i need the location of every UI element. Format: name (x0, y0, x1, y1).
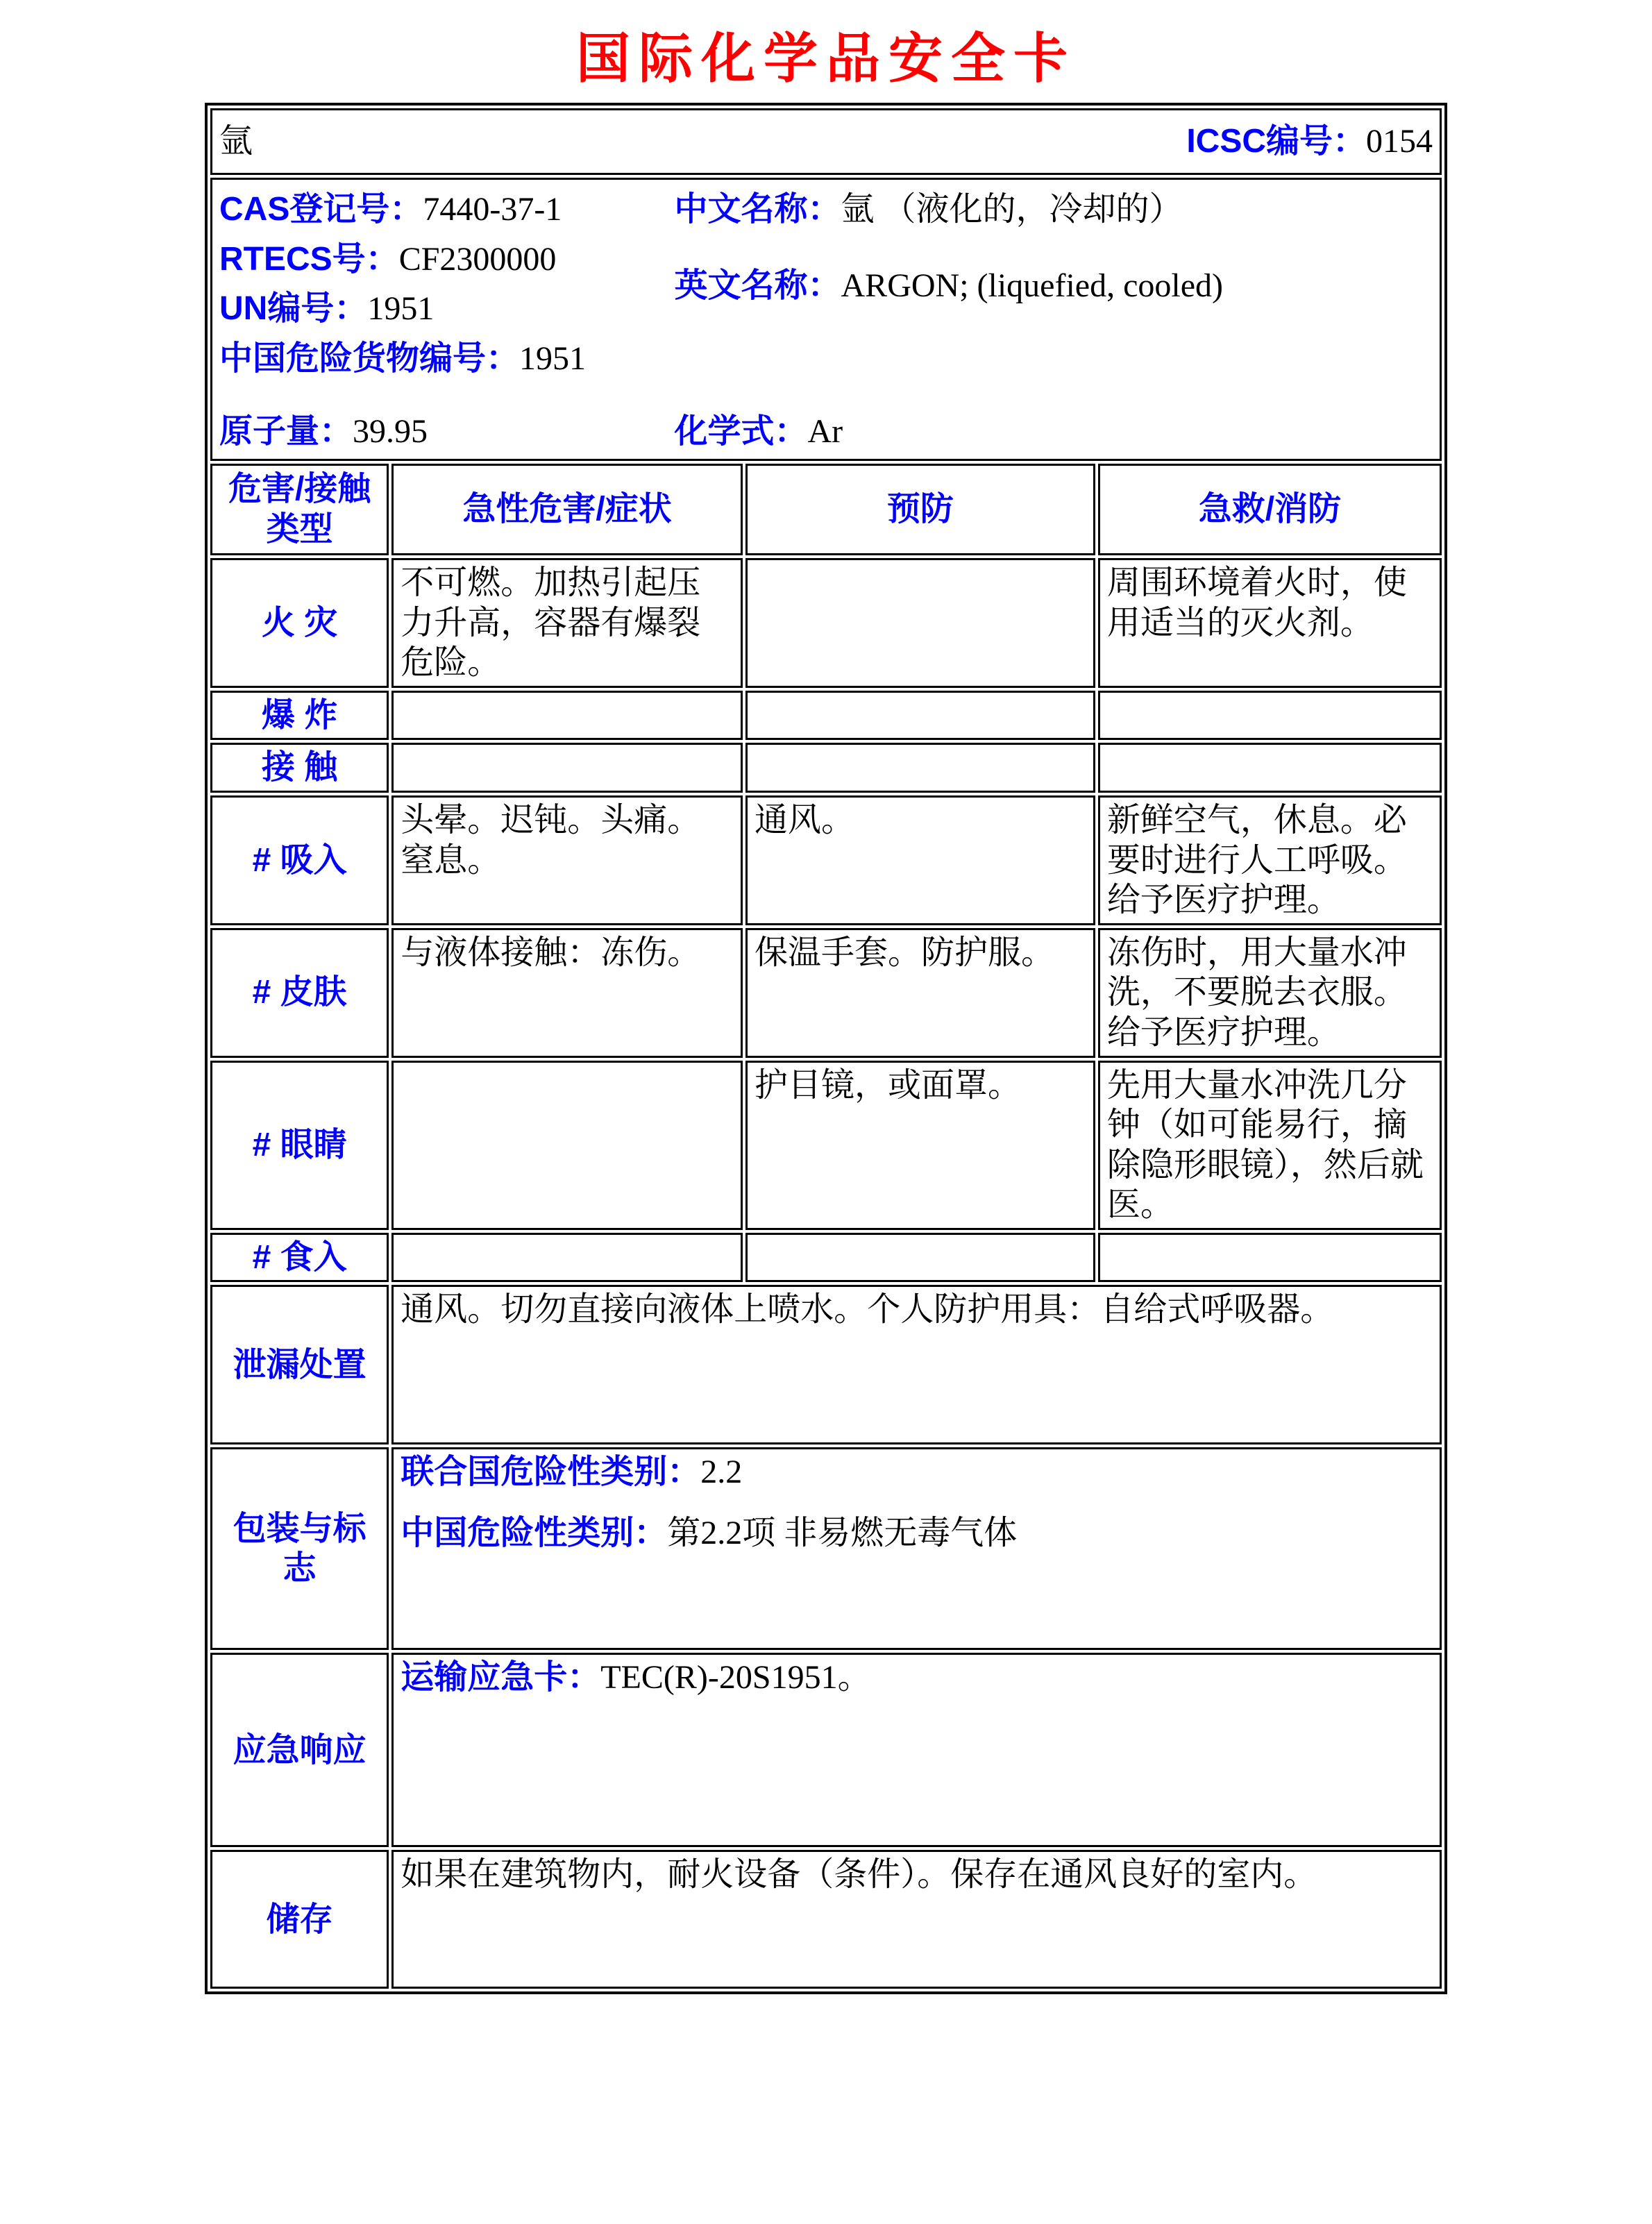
table-row-emergency-response (210, 1653, 1442, 1847)
identifier-list (219, 189, 675, 388)
cell-contact-first-aid (1098, 743, 1442, 793)
cell-explosion-symptoms (391, 691, 743, 741)
section-content-spill-disposal (391, 1285, 1442, 1444)
cell-explosion-prevention (745, 691, 1095, 741)
table-row-ingestion (210, 1233, 1442, 1283)
table-row-contact (210, 743, 1442, 793)
formula-label: 化学式： (674, 413, 808, 450)
name-list (675, 189, 1433, 388)
transport-emergency-card-text: TEC(R)-20S1951。 (600, 1659, 871, 1696)
cell-skin-prevention: 保温手套。防护服。 (745, 928, 1095, 1058)
cell-contact-prevention (745, 743, 1095, 793)
table-row-packaging-labeling (210, 1447, 1442, 1650)
formula-value: Ar (807, 413, 843, 450)
cas-number-value: 7440-37-1 (423, 191, 562, 228)
section-label-packaging-labeling: 包装与标志 (210, 1447, 389, 1650)
col-header-hazard-type-line1: 危害/接触 (228, 471, 371, 508)
icsc-number-value: 0154 (1366, 123, 1433, 160)
cell-inhalation-first-aid: 新鲜空气，休息。必要时进行人工呼吸。给予医疗护理。 (1098, 795, 1442, 925)
col-header-hazard-type-line2: 类型 (266, 510, 333, 548)
cell-eyes-symptoms (391, 1061, 743, 1230)
english-name-value: ARGON; (liquefied, cooled) (841, 267, 1224, 304)
cas-number-line (219, 189, 675, 230)
table-row-storage (210, 1850, 1442, 1989)
formula-line (675, 412, 843, 452)
icsc-number (1186, 121, 1433, 162)
table-row-explosion (210, 691, 1442, 741)
china-dg-number-label: 中国危险货物编号： (219, 339, 520, 377)
table-row-inhalation (210, 795, 1442, 925)
chinese-name-label: 中文名称： (674, 191, 841, 228)
atomic-weight-label: 原子量： (219, 413, 353, 450)
cell-eyes-prevention: 护目镜，或面罩。 (745, 1061, 1095, 1230)
cell-ingestion-prevention (745, 1233, 1095, 1283)
cell-skin-first-aid: 冻伤时，用大量水冲洗，不要脱去衣服。给予医疗护理。 (1098, 928, 1442, 1058)
un-hazard-class-text: 2.2 (700, 1454, 743, 1491)
row-label-fire: 火 灾 (210, 558, 389, 688)
china-hazard-class-label: 中国危险性类别： (401, 1515, 668, 1552)
page-title: 国际化学品安全卡 (575, 28, 1076, 89)
china-hazard-class-line (401, 1513, 1433, 1553)
section-content-packaging-labeling (391, 1447, 1442, 1650)
un-number-line (219, 289, 675, 329)
english-name-line (675, 266, 1433, 306)
cell-inhalation-prevention: 通风。 (745, 795, 1095, 925)
row-label-ingestion: # 食入 (210, 1233, 389, 1283)
english-name-label: 英文名称： (674, 267, 841, 304)
transport-emergency-card-line (401, 1658, 1433, 1698)
card-header-cell (210, 108, 1442, 175)
row-label-contact: 接 触 (210, 743, 389, 793)
cell-ingestion-first-aid (1098, 1233, 1442, 1283)
cell-inhalation-symptoms: 头晕。迟钝。头痛。窒息。 (391, 795, 743, 925)
section-label-storage: 储存 (210, 1850, 389, 1989)
storage-line (401, 1855, 1433, 1895)
chinese-name-value: 氩 （液化的，冷却的） (841, 191, 1183, 228)
section-content-emergency-response (391, 1653, 1442, 1847)
cell-ingestion-symptoms (391, 1233, 743, 1283)
rtecs-number-line (219, 239, 675, 280)
cell-skin-symptoms: 与液体接触：冻伤。 (391, 928, 743, 1058)
un-hazard-class-label: 联合国危险性类别： (401, 1454, 701, 1491)
col-header-prevention: 预防 (745, 464, 1095, 555)
cell-contact-symptoms (391, 743, 743, 793)
cell-fire-prevention (745, 558, 1095, 688)
china-dg-number-value: 1951 (519, 339, 587, 377)
section-content-storage (391, 1850, 1442, 1989)
section-label-emergency-response: 应急响应 (210, 1653, 389, 1847)
row-label-skin: # 皮肤 (210, 928, 389, 1058)
un-hazard-class-line (401, 1452, 1433, 1492)
cell-fire-first-aid: 周围环境着火时，使用适当的灭火剂。 (1098, 558, 1442, 688)
identifier-block-row (210, 178, 1442, 461)
row-label-inhalation: # 吸入 (210, 795, 389, 925)
icsc-card-table (205, 103, 1447, 1994)
table-row-spill-disposal (210, 1285, 1442, 1444)
china-hazard-class-text: 第2.2项 非易燃无毒气体 (667, 1515, 1018, 1552)
card-header-row (210, 108, 1442, 175)
rtecs-number-label: RTECS号： (219, 240, 399, 278)
row-label-explosion: 爆 炸 (210, 691, 389, 741)
china-dg-number-line (219, 339, 675, 379)
row-label-eyes: # 眼睛 (210, 1061, 389, 1230)
cell-fire-symptoms: 不可燃。加热引起压力升高，容器有爆裂危险。 (391, 558, 743, 688)
un-number-value: 1951 (367, 290, 435, 328)
table-row-eyes (210, 1061, 1442, 1230)
table-row-skin (210, 928, 1442, 1058)
cas-number-label: CAS登记号： (219, 191, 423, 228)
atomic-weight-value: 39.95 (353, 413, 428, 450)
col-header-symptoms: 急性危害/症状 (391, 464, 743, 555)
chemical-name-cn: 氩 (219, 123, 253, 160)
col-header-hazard-type (210, 464, 389, 555)
cell-explosion-first-aid (1098, 691, 1442, 741)
rtecs-number-value: CF2300000 (398, 240, 557, 278)
spill-disposal-line (401, 1290, 1433, 1330)
section-label-spill-disposal: 泄漏处置 (210, 1285, 389, 1444)
hazard-header-row (210, 464, 1442, 555)
chinese-name-line (675, 189, 1433, 230)
col-header-first-aid: 急救/消防 (1098, 464, 1442, 555)
transport-emergency-card-label: 运输应急卡： (401, 1659, 601, 1696)
identifier-block-cell (210, 178, 1442, 461)
table-row-fire (210, 558, 1442, 688)
un-number-label: UN编号： (219, 290, 368, 328)
spill-disposal-line-text: 通风。切勿直接向液体上喷水。个人防护用具：自给式呼吸器。 (401, 1291, 1334, 1329)
storage-line-text: 如果在建筑物内，耐火设备（条件）。保存在通风良好的室内。 (401, 1856, 1317, 1894)
atomic-weight-line (219, 412, 675, 452)
icsc-number-label: ICSC编号： (1186, 123, 1366, 160)
cell-eyes-first-aid: 先用大量水冲洗几分钟（如可能易行，摘除隐形眼镜），然后就医。 (1098, 1061, 1442, 1230)
